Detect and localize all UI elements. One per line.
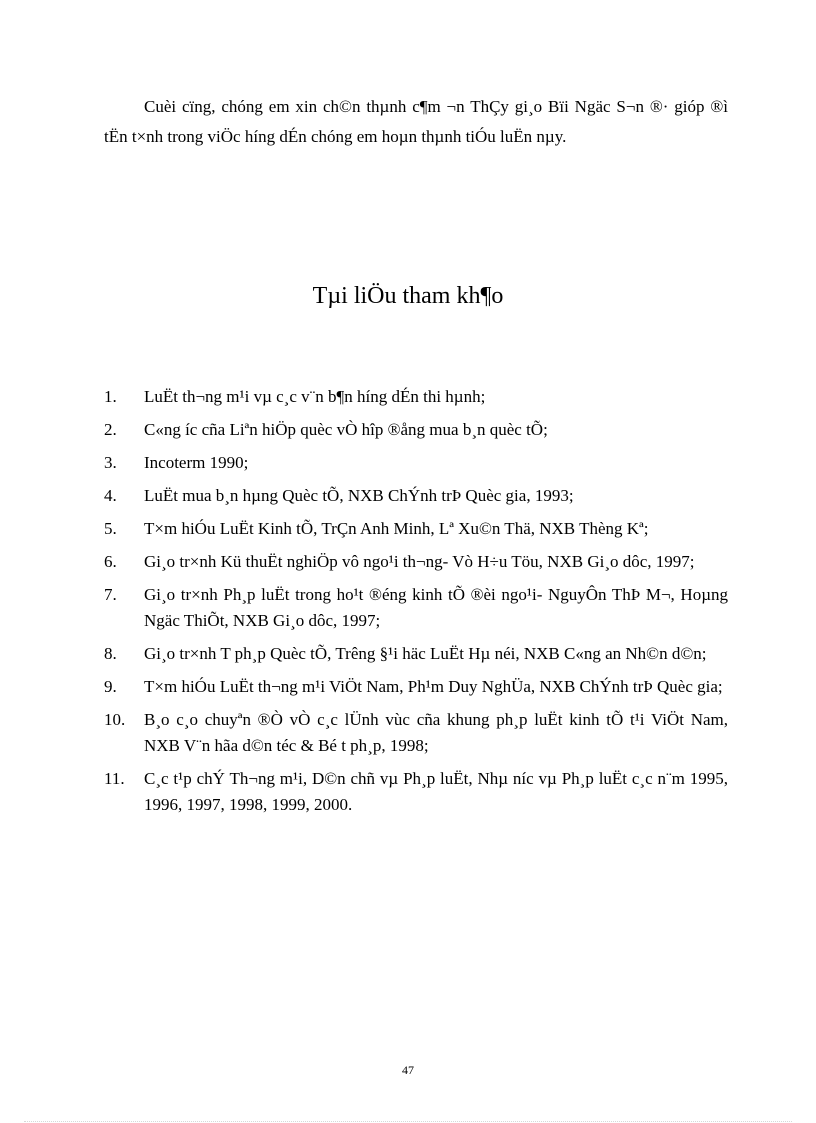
reference-number: 6. [104,552,117,571]
reference-number: 10. [104,710,126,729]
references-list [104,384,728,825]
reference-text: C«ng íc cña Liªn hiÖp quèc vÒ hîp ®ång mua b¸n quèc tÕ; [144,420,548,439]
reference-item [104,707,728,759]
reference-text: LuËt th¬ng m¹i vµ c¸c v¨n b¶n híng dÉn thi hµnh; [144,387,486,406]
reference-number: 8. [104,644,117,663]
closing-paragraph: Cuèi cïng, chóng em xin ch©n thµnh c¶m ¬n ThÇy gi¸o Bïi Ngäc S¬n ®· gióp ®ì tËn t×nh trong viÖc híng dÉn chóng em hoµn thµnh tiÓu luËn nµy. [104,97,728,146]
reference-item [104,674,728,700]
reference-number: 4. [104,486,117,505]
reference-text: Gi¸o tr×nh T ph¸p Quèc tÕ, Trêng §¹i häc LuËt Hµ néi, NXB C«ng an Nh©n d©n; [144,644,707,663]
reference-number: 7. [104,585,117,604]
reference-item [104,549,728,575]
reference-text: Gi¸o tr×nh Ph¸p luËt trong ho¹t ®éng kinh tÕ ®èi ngo¹i- NguyÔn ThÞ M¬, Hoµng Ngäc ThiÕt, NXB Gi¸o dôc, 1997; [144,585,728,630]
reference-item [104,417,728,443]
reference-item [104,766,728,818]
reference-number: 11. [104,769,125,788]
reference-number: 3. [104,453,117,472]
reference-item [104,483,728,509]
page-number: 47 [402,1063,414,1077]
reference-number: 2. [104,420,117,439]
reference-number: 9. [104,677,117,696]
reference-text: Gi¸o tr×nh Kü thuËt nghiÖp vô ngo¹i th¬ng- Vò H÷u Töu, NXB Gi¸o dôc, 1997; [144,552,695,571]
reference-item [104,516,728,542]
reference-item [104,450,728,476]
reference-text: LuËt mua b¸n hµng Quèc tÕ, NXB ChÝnh trÞ Quèc gia, 1993; [144,486,574,505]
reference-text: Incoterm 1990; [144,453,249,472]
references-heading: Tµi liÖu tham kh¶o [312,283,504,309]
reference-item [104,384,728,410]
reference-item [104,582,728,634]
reference-number: 1. [104,387,117,406]
reference-text: C¸c t¹p chÝ Th¬ng m¹i, D©n chñ vµ Ph¸p luËt, Nhµ níc vµ Ph¸p luËt c¸c n¨m 1995, 1996, 1997, 1998, 1999, 2000. [144,769,728,814]
reference-text: T×m hiÓu LuËt Kinh tÕ, TrÇn Anh Minh, Lª Xu©n Thä, NXB Thèng Kª; [144,519,649,538]
page-bottom-divider [24,1121,792,1122]
reference-text: B¸o c¸o chuyªn ®Ò vÒ c¸c lÜnh vùc cña khung ph¸p luËt kinh tÕ t¹i ViÖt Nam, NXB V¨n hãa d©n téc & Bé t ph¸p, 1998; [144,710,728,755]
reference-number: 5. [104,519,117,538]
reference-item [104,641,728,667]
reference-text: T×m hiÓu LuËt th¬ng m¹i ViÖt Nam, Ph¹m Duy NghÜa, NXB ChÝnh trÞ Quèc gia; [144,677,723,696]
